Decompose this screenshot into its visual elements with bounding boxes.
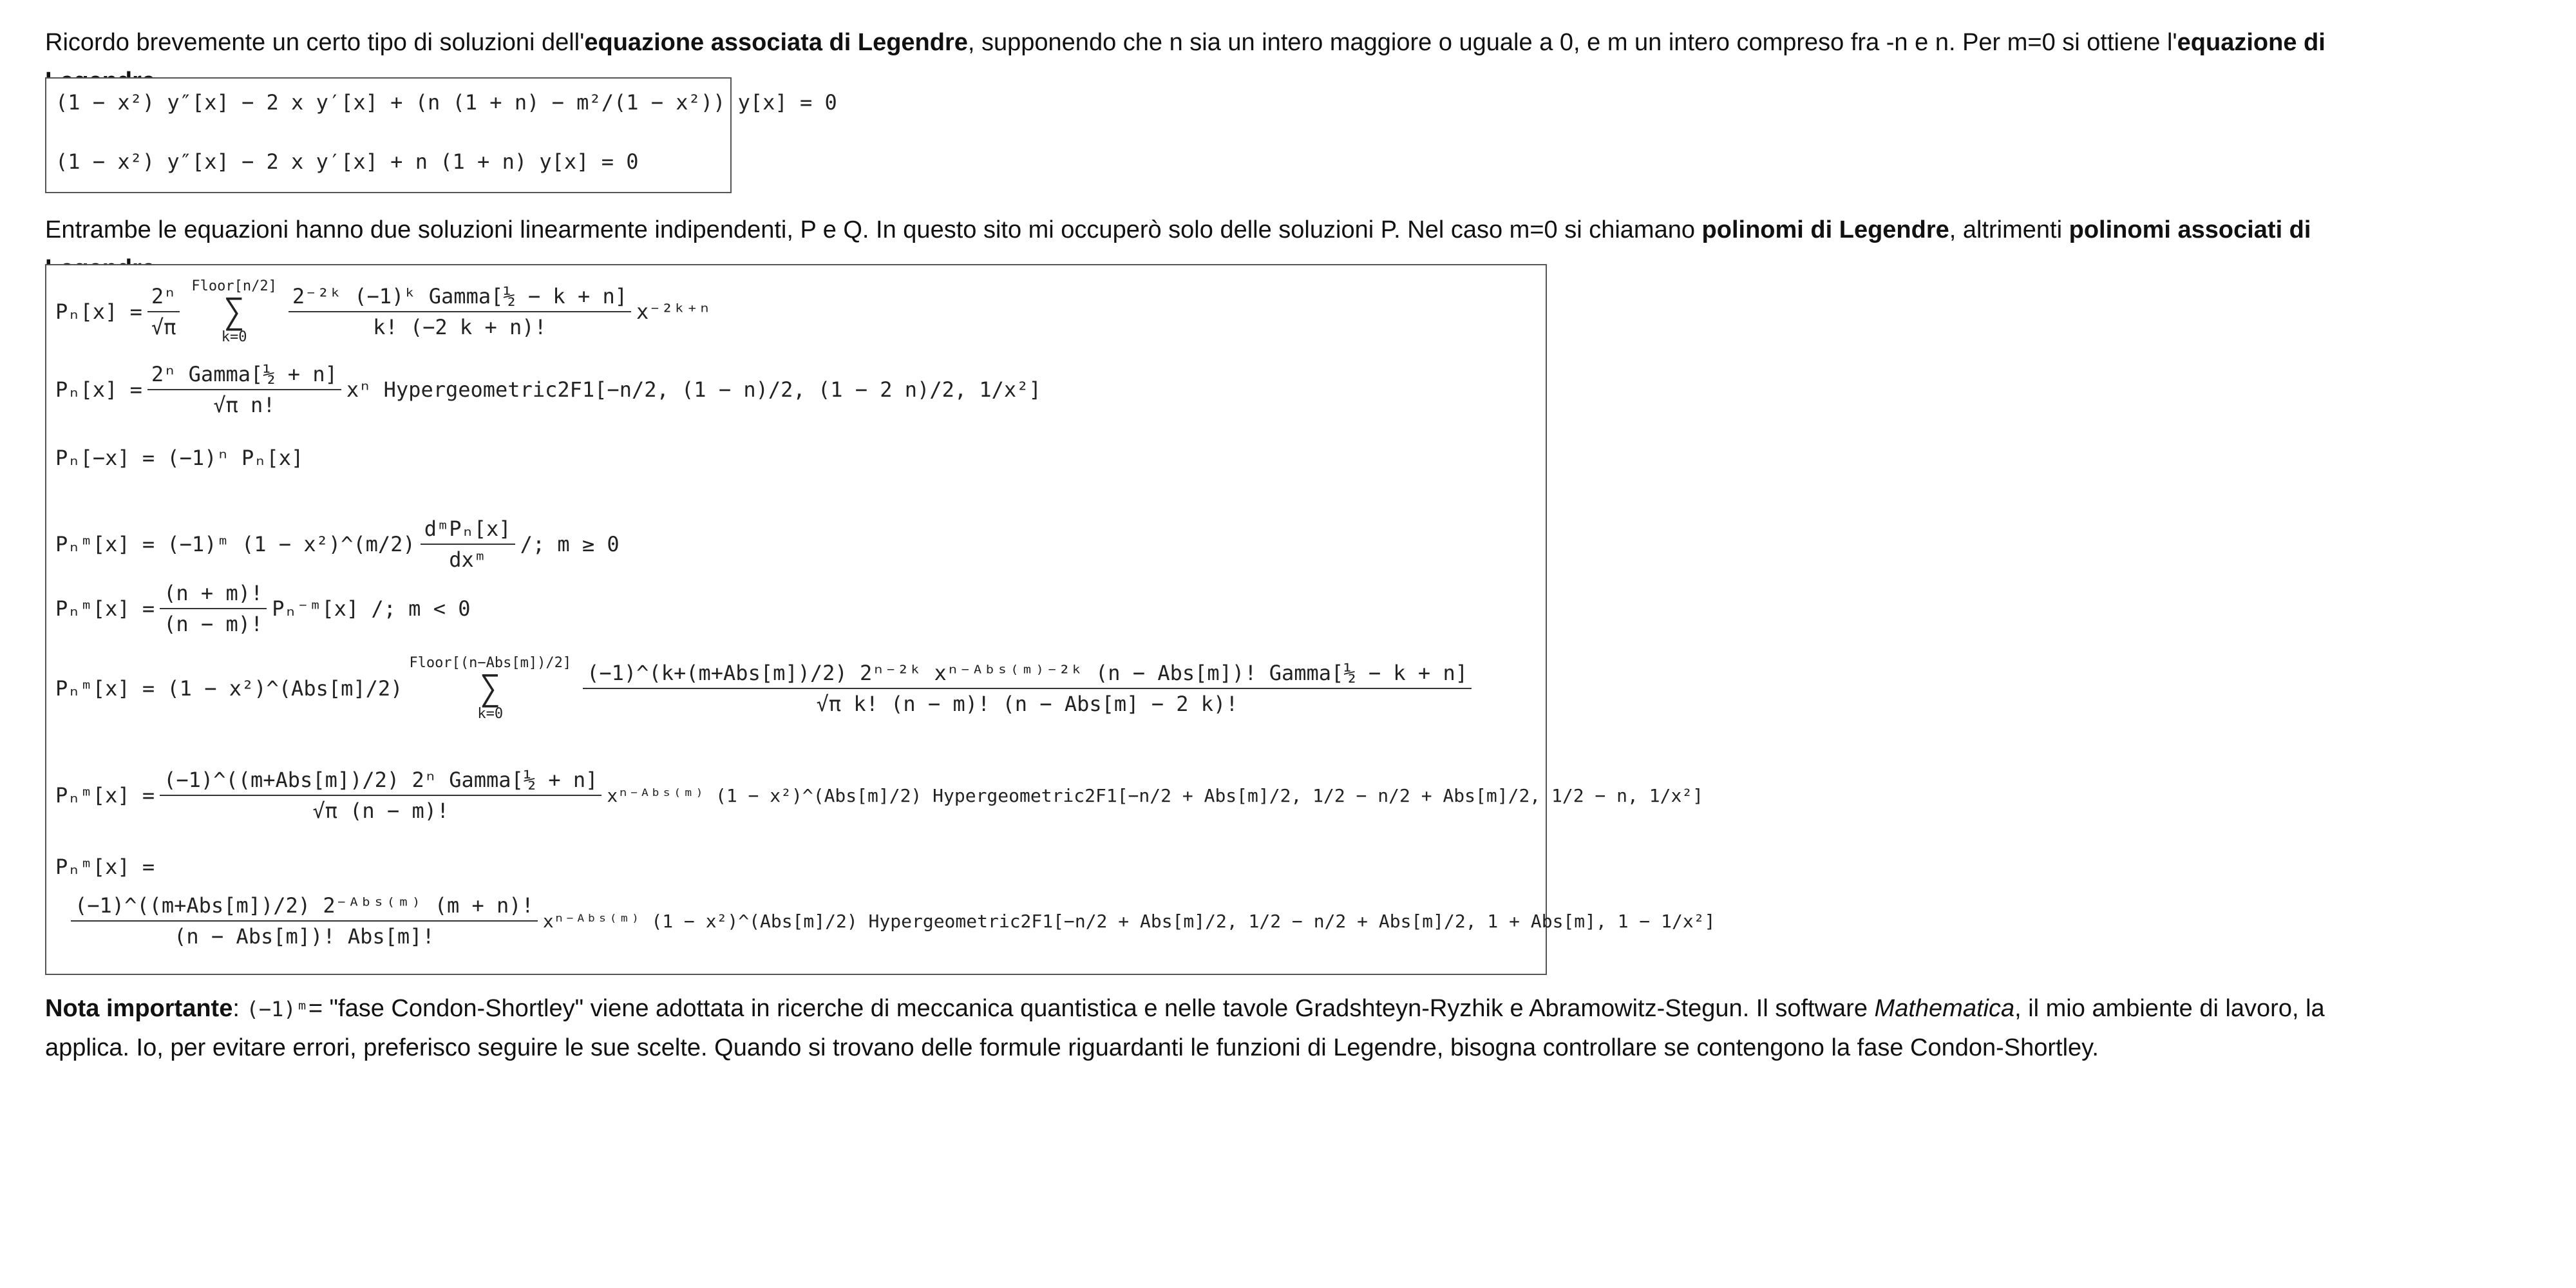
f6-num: (−1)^(k+(m+Abs[m])/2) 2ⁿ⁻²ᵏ xⁿ⁻ᴬᵇˢ⁽ᵐ⁾⁻²ᵏ (n − Abs[m])! Gamma[½ − k + n] <box>583 661 1472 689</box>
f7-den: √π (n − m)! <box>312 799 450 823</box>
formula-pnm-negative <box>55 581 471 636</box>
f1-sum-top: Floor[n/2] <box>191 278 277 294</box>
f6-den: √π k! (n − m)! (n − Abs[m] − 2 k)! <box>816 692 1238 716</box>
note-colon: : <box>232 995 247 1022</box>
f1-left: Pₙ[x] = <box>55 299 142 324</box>
intro-bold-1: equazione associata di Legendre <box>584 29 968 56</box>
f7-num: (−1)^((m+Abs[m])/2) 2ⁿ Gamma[½ + n] <box>160 768 601 796</box>
f4-left: Pₙᵐ[x] = (−1)ᵐ (1 − x²)^(m/2) <box>55 532 415 556</box>
solutions-text-1: Entrambe le equazioni hanno due soluzioni linearmente indipendenti, P e Q. In questo sito mi occuperò solo delle soluzioni P. Nel caso m=0 si chiamano <box>45 216 1702 243</box>
f1-term-num: 2⁻²ᵏ (−1)ᵏ Gamma[½ − k + n] <box>289 284 631 312</box>
f5-left: Pₙᵐ[x] = <box>55 596 155 621</box>
intro-bold-2: equazione di <box>2177 29 2325 56</box>
f4-tail: /; m ≥ 0 <box>520 532 620 556</box>
f2-left: Pₙ[x] = <box>55 377 142 402</box>
formula-pn-hypergeometric <box>55 362 1041 417</box>
f6-sum-top: Floor[(n−Abs[m])/2] <box>409 655 572 671</box>
f6-sum-bottom: k=0 <box>477 706 504 722</box>
f4-num: dᵐPₙ[x] <box>421 516 515 545</box>
sigma-icon: ∑ <box>223 291 245 332</box>
equation-box <box>45 77 837 193</box>
formula-pnm-hypergeometric <box>55 768 1703 823</box>
legendre-equation: (1 − x²) y″[x] − 2 x y′[x] + n (1 + n) y[x] = 0 <box>55 149 639 174</box>
formula-pnm-label: Pₙᵐ[x] = <box>55 855 155 879</box>
formula-pnm-sum <box>55 655 1477 722</box>
intro-text-2: , supponendo che n sia un intero maggiore o uguale a 0, e m un intero compreso fra -n e n. Per m=0 si ottiene l' <box>967 29 2177 56</box>
f1-sum-bottom: k=0 <box>221 329 247 345</box>
note-text-2: , il mio ambiente di lavoro, la applica. Io, per evitare errori, preferisco seguire le sue scelte. Quando si trovano delle formule riguardanti le funzioni di Legendre, bisogna controllare se contengono la fase Condon-Shortley. <box>45 995 2325 1061</box>
f2-num: 2ⁿ Gamma[½ + n] <box>147 362 341 390</box>
f7-tail: xⁿ⁻ᴬᵇˢ⁽ᵐ⁾ (1 − x²)^(Abs[m]/2) Hypergeometric2F1[−n/2 + Abs[m]/2, 1/2 − n/2 + Abs[m]/2, 1/2 − n, 1/x²] <box>607 784 1704 806</box>
formula-parity: Pₙ[−x] = (−1)ⁿ Pₙ[x] <box>55 446 304 470</box>
f1-sum <box>191 278 276 345</box>
f1-den: √π <box>151 315 176 339</box>
formula-pnm-derivative <box>55 516 620 572</box>
note-italic-mathematica: Mathematica <box>1874 995 2015 1022</box>
f8-den: (n − Abs[m])! Abs[m]! <box>174 924 435 949</box>
f6-left: Pₙᵐ[x] = (1 − x²)^(Abs[m]/2) <box>55 676 403 701</box>
associated-legendre-equation: (1 − x²) y″[x] − 2 x y′[x] + (n (1 + n) − m²/(1 − x²)) y[x] = 0 <box>55 90 837 115</box>
f6-sum <box>409 655 571 722</box>
f7-left: Pₙᵐ[x] = <box>55 783 155 808</box>
sigma-icon: ∑ <box>480 668 501 708</box>
f7-fraction <box>160 768 601 823</box>
f5-num: (n + m)! <box>160 581 267 609</box>
formula-pn-sum <box>55 278 711 345</box>
f8-fraction <box>71 893 538 949</box>
note-text-1: = "fase Condon-Shortley" viene adottata in ricerche di meccanica quantistica e nelle tavole Gradshteyn-Ryzhik e Abramowitz-Stegun. Il software <box>308 995 1875 1022</box>
f4-fraction <box>421 516 515 572</box>
f1-term <box>289 284 631 339</box>
solutions-bold-2: polinomi associati di <box>2069 216 2311 243</box>
f6-fraction <box>583 661 1472 716</box>
note-phase: (−1)ᵐ <box>246 997 308 1021</box>
important-note <box>45 989 2396 1067</box>
solutions-text-2: , altrimenti <box>1949 216 2069 243</box>
f5-den: (n − m)! <box>164 612 263 636</box>
formulas-box <box>45 264 1716 975</box>
intro-text-1: Ricordo brevemente un certo tipo di soluzioni dell' <box>45 29 585 56</box>
formula-pnm-hypergeometric-2 <box>66 893 1715 949</box>
f2-fraction <box>147 362 341 417</box>
f5-fraction <box>160 581 267 636</box>
f1-tail: x⁻²ᵏ⁺ⁿ <box>636 299 711 324</box>
f8-num: (−1)^((m+Abs[m])/2) 2⁻ᴬᵇˢ⁽ᵐ⁾ (m + n)! <box>71 893 538 922</box>
f4-den: dxᵐ <box>449 547 487 572</box>
f1-num: 2ⁿ <box>147 284 180 312</box>
f2-den: √π n! <box>213 393 276 417</box>
note-label: Nota importante <box>45 995 233 1022</box>
f8-tail: xⁿ⁻ᴬᵇˢ⁽ᵐ⁾ (1 − x²)^(Abs[m]/2) Hypergeometric2F1[−n/2 + Abs[m]/2, 1/2 − n/2 + Abs[m]/2, 1 + Abs[m], 1 − 1/x²] <box>542 910 1716 932</box>
f5-tail: Pₙ⁻ᵐ[x] /; m < 0 <box>272 596 471 621</box>
f2-tail: xⁿ Hypergeometric2F1[−n/2, (1 − n)/2, (1 − 2 n)/2, 1/x²] <box>346 377 1041 402</box>
solutions-bold-1: polinomi di Legendre <box>1701 216 1949 243</box>
f1-fraction <box>147 284 180 339</box>
f1-term-den: k! (−2 k + n)! <box>373 315 547 339</box>
